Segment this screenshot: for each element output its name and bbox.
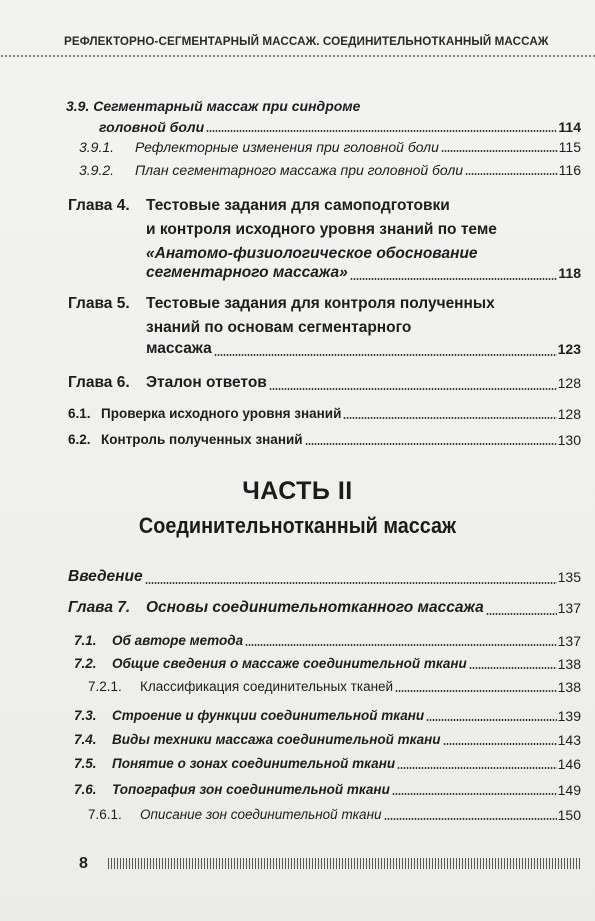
entry-number: 7.6. — [74, 782, 97, 797]
footer-decorative-bar — [108, 858, 580, 869]
entry-number: 3.9.1. — [79, 139, 115, 155]
entry-title: План сегментарного массажа при головной боли — [135, 162, 464, 178]
chapter-title-line2: знаний по основам сегментарного — [146, 319, 412, 336]
toc-entry-7-4[interactable] — [74, 730, 581, 750]
chapter-title-line1: Тестовые задания для самоподготовки — [146, 197, 450, 214]
dot-leader — [384, 818, 557, 820]
dot-leader — [214, 354, 557, 356]
dot-leader — [392, 793, 557, 795]
chapter-title: Основы соединительнотканного массажа — [146, 599, 484, 616]
dot-leader — [343, 417, 556, 419]
entry-number: 7.3. — [74, 708, 97, 723]
page-number: 130 — [557, 432, 581, 448]
dot-leader — [145, 582, 557, 584]
page-number: 138 — [557, 679, 581, 695]
dot-leader — [350, 278, 558, 280]
page-number: 138 — [557, 656, 581, 672]
dot-leader — [397, 767, 557, 769]
entry-number: 3.9.2. — [79, 162, 115, 178]
entry-title: Топография зон соединительной ткани — [112, 782, 390, 797]
entry-number: 7.4. — [74, 732, 97, 747]
part-title: Соединительнотканный массаж — [138, 513, 457, 538]
chapter-title-line2: и контроля исходного уровня знаний по теме — [146, 221, 497, 238]
dot-leader — [206, 130, 557, 132]
toc-entry-7-6-1[interactable] — [88, 805, 581, 825]
entry-title: Рефлекторные изменения при головной боли — [135, 139, 439, 155]
toc-chapter-4-line1[interactable] — [68, 194, 450, 218]
dot-leader — [426, 719, 557, 721]
toc-entry-3-9-1[interactable] — [79, 137, 581, 157]
toc-chapter-5-line1[interactable] — [68, 292, 495, 316]
entry-number: 7.2.1. — [88, 679, 122, 694]
toc-entry-3-9-line1[interactable] — [66, 95, 360, 117]
toc-entry-7-6[interactable] — [74, 780, 581, 800]
entry-title: Введение — [68, 568, 143, 585]
dot-leader — [395, 690, 557, 692]
entry-title: Строение и функции соединительной ткани — [112, 708, 425, 723]
toc-chapter-4[interactable] — [146, 261, 581, 285]
toc-entry-3-9-2[interactable] — [79, 160, 581, 180]
entry-number: 7.5. — [74, 756, 97, 771]
entry-title: Понятие о зонах соединительной ткани — [112, 756, 396, 771]
dot-leader — [486, 613, 557, 615]
toc-entry-7-2[interactable] — [74, 654, 581, 674]
entry-title: Контроль полученных знаний — [101, 432, 303, 447]
page-number: 115 — [558, 139, 581, 155]
page-number: 137 — [557, 633, 581, 649]
entry-title-line1: Сегментарный массаж при синдроме — [93, 98, 361, 114]
page-number: 123 — [557, 341, 581, 357]
page-number: 114 — [558, 119, 581, 135]
toc-entry-6-1[interactable] — [68, 404, 581, 424]
dot-leader — [469, 667, 557, 669]
toc-entry-7-3[interactable] — [74, 706, 581, 726]
page-number: 149 — [557, 782, 581, 798]
chapter-title-line4: сегментарного массажа» — [146, 264, 348, 281]
part-label: ЧАСТЬ II — [242, 477, 353, 505]
dot-leader — [441, 150, 558, 152]
entry-number: 7.1. — [74, 633, 97, 648]
entry-number: 6.2. — [68, 432, 91, 447]
page-number: 116 — [558, 162, 581, 178]
chapter-title-line3: «Анатомо-физиологическое обоснование — [146, 245, 478, 262]
dot-leader — [305, 443, 557, 445]
toc-chapter-6[interactable] — [68, 371, 581, 395]
toc-chapter-5[interactable] — [146, 337, 581, 361]
entry-number: 3.9. — [66, 98, 90, 114]
page-number: 137 — [557, 600, 581, 616]
entry-title: Виды техники массажа соединительной ткани — [112, 732, 441, 747]
entry-number: 7.2. — [74, 656, 97, 671]
dot-leader — [245, 644, 557, 646]
entry-title: Общие сведения о массаже соединительной ткани — [112, 656, 467, 671]
dot-leader — [465, 173, 558, 175]
toc-introduction[interactable] — [68, 565, 581, 589]
running-head: РЕФЛЕКТОРНО-СЕГМЕНТАРНЫЙ МАССАЖ. СОЕДИНИТЕЛЬНОТКАННЫЙ МАССАЖ — [64, 34, 549, 48]
toc-entry-7-1[interactable] — [74, 631, 581, 651]
entry-number: 7.6.1. — [88, 807, 122, 822]
page-number: 146 — [557, 756, 581, 772]
toc-chapter-7[interactable] — [68, 596, 581, 620]
chapter-label: Глава 7. — [68, 599, 131, 616]
entry-title: Классификация соединительных тканей — [140, 679, 394, 694]
entry-title: Описание зон соединительной ткани — [140, 807, 382, 822]
toc-entry-3-9[interactable] — [99, 117, 581, 137]
page-number: 150 — [557, 807, 581, 823]
chapter-label: Глава 4. — [68, 197, 130, 214]
entry-title: Проверка исходного уровня знаний — [101, 406, 342, 421]
page-number: 118 — [558, 265, 581, 281]
dot-leader — [443, 743, 557, 745]
dot-leader — [269, 388, 557, 390]
header-dotted-rule — [0, 55, 595, 57]
page-number: 128 — [557, 406, 581, 422]
page-number: 128 — [557, 375, 581, 391]
chapter-label: Глава 6. — [68, 374, 130, 391]
toc-entry-7-5[interactable] — [74, 754, 581, 774]
page-number: 135 — [557, 569, 581, 585]
chapter-title-line1: Тестовые задания для контроля полученных — [146, 295, 495, 312]
toc-entry-7-2-1[interactable] — [88, 677, 581, 697]
chapter-title-line3: массажа — [146, 340, 212, 357]
entry-title: Об авторе метода — [112, 633, 244, 648]
chapter-label: Глава 5. — [68, 295, 130, 312]
toc-entry-6-2[interactable] — [68, 430, 581, 450]
entry-title-line2: головной боли — [99, 119, 205, 135]
entry-number: 6.1. — [68, 406, 91, 421]
chapter-title: Эталон ответов — [146, 374, 267, 391]
folio-page-number: 8 — [79, 855, 88, 872]
page-number: 139 — [557, 708, 581, 724]
page-number: 143 — [557, 732, 581, 748]
